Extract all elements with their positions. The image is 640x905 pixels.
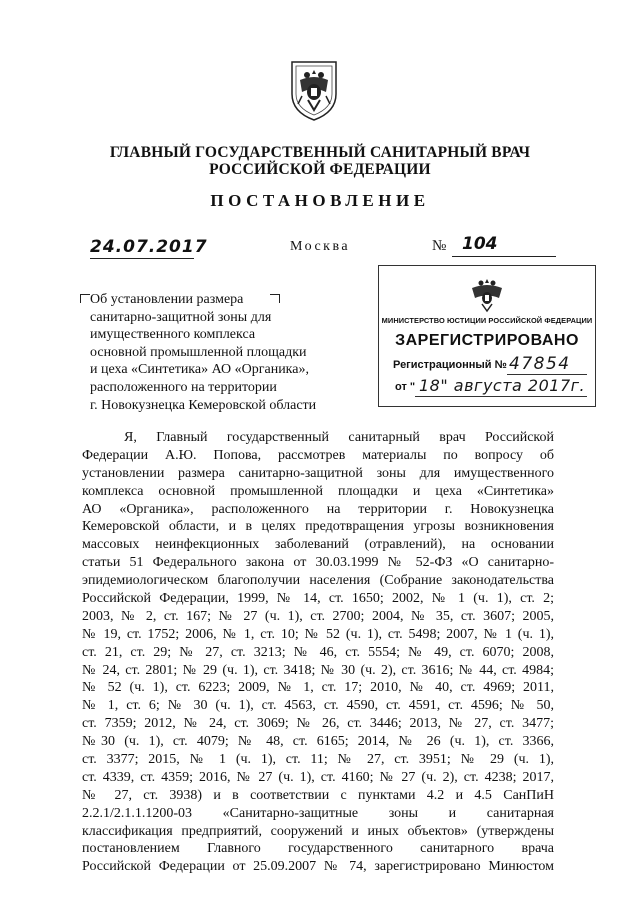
body-line: установлении размера санитарно-защитной зоны для имущественного: [82, 465, 554, 481]
body-line: ст. 4339, ст. 4359; 2016, № 27 (ч. 1), ст. 4160; № 27 (ч. 2), ст. 4238; 2017,: [82, 769, 554, 785]
body-line: Кемеровской области, и в целях предотвращения угрозы возникновения: [82, 519, 554, 535]
stamp-date-underline: [415, 396, 587, 397]
body-line: массовых неинфекционных заболеваний (отравлений), на основании: [82, 537, 554, 553]
issuer-title: ГЛАВНЫЙ ГОСУДАРСТВЕННЫЙ САНИТАРНЫЙ ВРАЧ: [109, 144, 531, 161]
body-line: №30 (ч. 1), ст. 4079; № 48, ст. 6165; 2014, № 26 (ч. 1), ст. 3366,: [82, 734, 554, 750]
body-line: 2003, № 2, ст. 167; № 27 (ч. 1), ст. 2700; 2004, № 35, ст. 3607; 2005,: [82, 608, 554, 624]
issuer-subtitle: РОССИЙСКОЙ ФЕДЕРАЦИИ: [209, 161, 431, 178]
decree-body: [82, 429, 554, 876]
body-line: Я, Главный государственный санитарный врач Российской: [124, 430, 554, 445]
body-line: Российской Федерации, 1999, № 14, ст. 1650; 2002, № 1 (ч. 1), ст. 2;: [82, 591, 554, 607]
body-line: классификация предприятий, сооружений и иных объектов» (утверждены: [82, 823, 554, 839]
body-line: ст. 7359; 2012, № 24, ст. 3069; № 26, ст. 3446; 2013, № 27, ст. 3477;: [82, 716, 554, 732]
body-line: № 24, ст. 2801; № 29 (ч. 1), ст. 3418; № 30 (ч. 2), ст. 3616; № 44, ст. 4984;: [82, 662, 554, 678]
body-line: постановлением Главного государственного санитарного врача: [82, 841, 554, 857]
subject-line: основной промышленной площадки: [90, 344, 307, 360]
stamp-date-label: от ": [395, 381, 416, 393]
body-line: статьи 51 Федерального закона от 30.03.1999 № 52-ФЗ «О санитарно-: [82, 555, 554, 571]
decree-date: 24.07.2017: [90, 237, 208, 257]
number-underline: [452, 256, 556, 257]
subject-line: имущественного комплекса: [90, 327, 256, 343]
stamp-reg-label: Регистрационный №: [393, 359, 507, 371]
body-line: 2.2.1/2.1.1.1200-03 «Санитарно-защитные зоны и санитарная: [82, 805, 554, 821]
stamp-eagle-icon: [469, 274, 505, 314]
body-line: комплекса основной промышленной площадки и цеха «Синтетика»: [82, 483, 554, 499]
document-type-title: ПОСТАНОВЛЕНИЕ: [210, 191, 430, 210]
body-line: ст. 3377; 2015, № 1 (ч. 1), ст. 11; № 27, ст. 3951; № 29 (ч. 1),: [82, 752, 554, 768]
decree-subject: [90, 291, 350, 414]
body-line: Российской Федерации от 25.09.2007 № 74, зарегистрировано Минюстом: [82, 859, 554, 875]
body-line: эпидемиологическом благополучии населения (Собрание законодательства: [82, 573, 554, 589]
coat-of-arms-icon: [286, 58, 342, 122]
registration-stamp: [378, 265, 596, 407]
subject-line: и цеха «Синтетика» АО «Органика»,: [90, 362, 309, 378]
subject-bracket-left: [80, 294, 90, 303]
subject-line: г. Новокузнецка Кемеровской области: [90, 397, 317, 413]
body-line: № 27, ст. 3938) и в соответствии с пунктами 4.2 и 4.5 СанПиН: [82, 787, 554, 803]
subject-line: расположенного на территории: [90, 379, 277, 395]
body-line: № 1, ст. 6; № 30 (ч. 1), ст. 4563, ст. 4590, ст. 4591, ст. 4596; № 50,: [82, 698, 554, 714]
subject-line: санитарно-защитной зоны для: [90, 309, 272, 325]
date-underline: [90, 258, 194, 259]
body-line: № 19, ст. 1752; 2006, № 1, ст. 10; № 52 (ч. 1), ст. 5498; 2007, № 1 (ч. 1),: [82, 626, 554, 642]
body-line: Федерации А.Ю. Попова, рассмотрев материалы по вопросу об: [82, 447, 554, 463]
decree-city: Москва: [290, 239, 351, 254]
decree-number: 104: [462, 234, 498, 254]
stamp-ministry: МИНИСТЕРСТВО ЮСТИЦИИ РОССИЙСКОЙ ФЕДЕРАЦИИ: [381, 316, 593, 325]
subject-line: Об установлении размера: [90, 292, 244, 307]
body-line: № 52 (ч. 1), ст. 6223; 2009, № 1, ст. 17; 2010, № 40, ст. 4969; 2011,: [82, 680, 554, 696]
body-line: ст. 21, ст. 29; № 27, ст. 3213; № 46, ст. 5554; № 49, ст. 6070; 2008,: [82, 644, 554, 660]
stamp-reg-number: 47854: [509, 354, 571, 374]
body-line: АО «Органика», расположенного на территории г. Новокузнецка: [82, 501, 554, 517]
stamp-date-value: 18" августа 2017г.: [419, 376, 586, 395]
number-label: №: [432, 238, 447, 254]
stamp-registered: ЗАРЕГИСТРИРОВАНО: [395, 332, 579, 349]
stamp-number-underline: [507, 374, 587, 375]
